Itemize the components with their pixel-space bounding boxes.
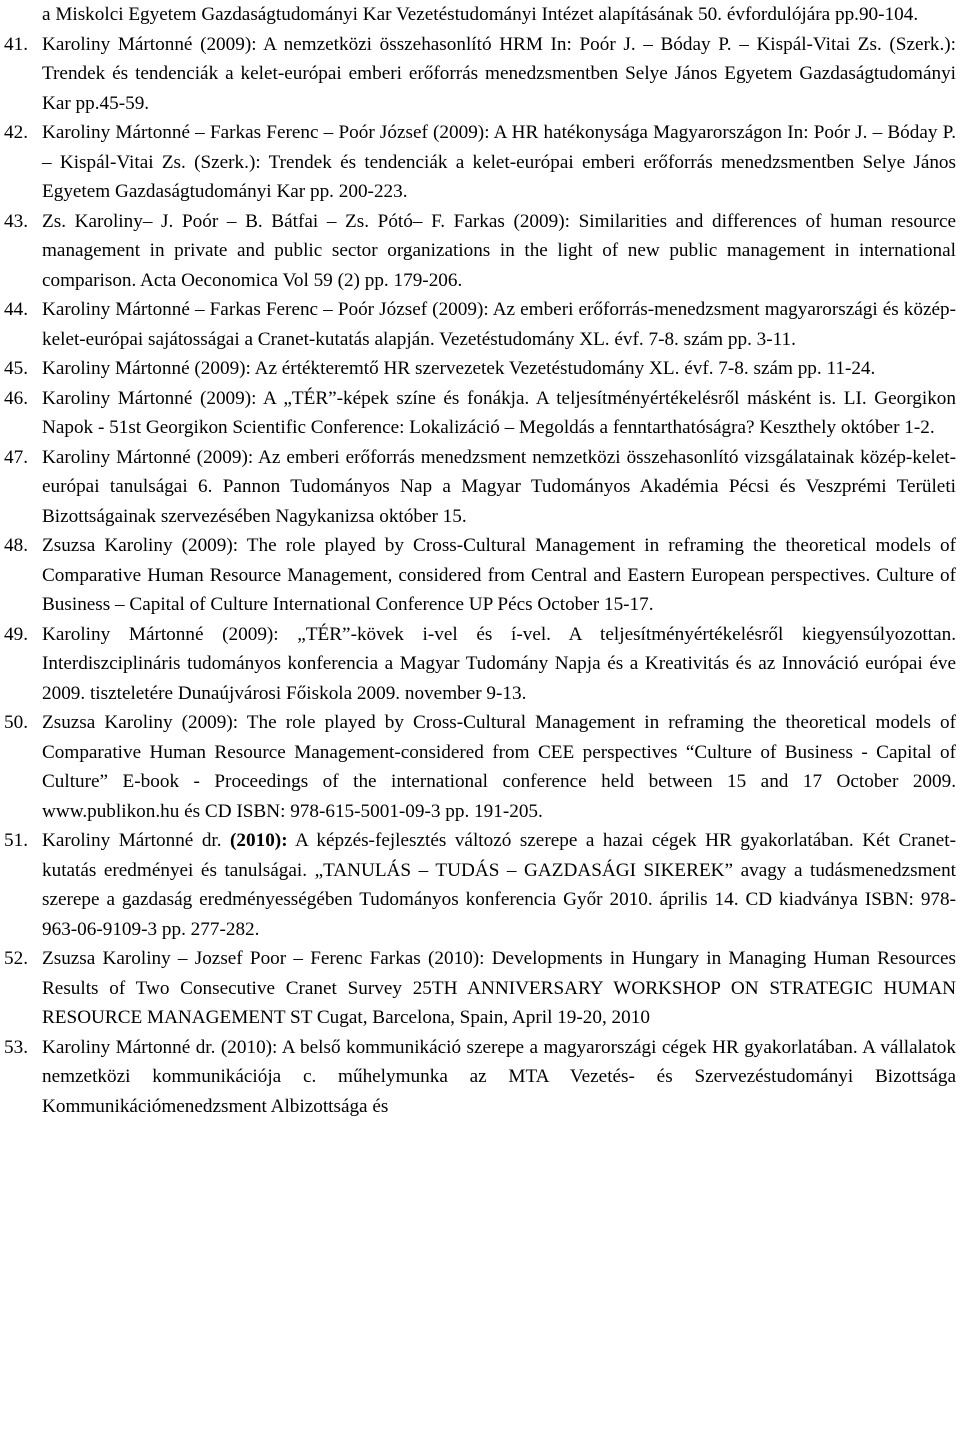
reference-item-42 bbox=[4, 118, 956, 207]
reference-text: Karoliny Mártonné (2009): A „TÉR”-képek színe és fonákja. A teljesítményértékelésről másként is. LI. Georgikon Napok - 51st Georgikon Scientific Conference: Lokalizáció – Megoldás a fenntarthatóságra? Keszthely október 1-2. bbox=[42, 387, 956, 438]
reference-item-45 bbox=[4, 354, 956, 384]
reference-text-part: A képzés-fejlesztés változó szerepe a hazai cégek HR gyakorlatában. Két Cranet-kutatás eredményei és tanulságai. „TANULÁS – TUDÁS – GAZDASÁGI SIKEREK” avagy a tudásmenedzsment szerepe a gazdaság eredményességében Tudományos konferencia Győr 2010. április 14. CD kiadványa ISBN: 978-963-06-9109-3 pp. 277-282. bbox=[42, 830, 956, 940]
reference-number: 41. bbox=[4, 33, 28, 55]
reference-item-44 bbox=[4, 295, 956, 354]
reference-item-53 bbox=[4, 1033, 956, 1122]
reference-number: 49. bbox=[4, 623, 28, 645]
reference-number: 46. bbox=[4, 387, 28, 409]
reference-number: 47. bbox=[4, 446, 28, 468]
reference-text: Zsuzsa Karoliny (2009): The role played by Cross-Cultural Management in reframing the theoretical models of Comparative Human Resource Management-considered from CEE perspectives “Culture of Business - Capital of Culture” E-book - Proceedings of the international conference held between 15 and 17 October 2009. www.publikon.hu és CD ISBN: 978-615-5001-09-3 pp. 191-205. bbox=[42, 712, 956, 822]
reference-text: Zs. Karoliny– J. Poór – B. Bátfai – Zs. Pótó– F. Farkas (2009): Similarities and differences of human resource management in private and public sector organizations in the light of new public management in international comparison. Acta Oeconomica Vol 59 (2) pp. 179-206. bbox=[42, 210, 956, 291]
reference-text: Karoliny Mártonné dr. (2010): A belső kommunikáció szerepe a magyarországi cégek HR gyakorlatában. A vállalatok nemzetközi kommunikációja c. műhelymunka az MTA Vezetés- és Szervezéstudományi Bizottsága Kommunikációmenedzsment Albizottsága és bbox=[42, 1036, 956, 1117]
reference-number: 52. bbox=[4, 948, 28, 969]
reference-text: Zsuzsa Karoliny – Jozsef Poor – Ferenc Farkas (2010): Developments in Hungary in Managing Human Resources Results of Two Consecutive Cranet Survey 25TH ANNIVERSARY WORKSHOP ON STRATEGIC HUMAN RESOURCE MANAGEMENT ST Cugat, Barcelona, Spain, April 19-20, 2010 bbox=[42, 948, 956, 1028]
reference-text: Karoliny Mártonné – Farkas Ferenc – Poór József (2009): A HR hatékonysága Magyarországon In: Poór J. – Bóday P. – Kispál-Vitai Zs. (Szerk.): Trendek és tendenciák a kelet-európai emberi erőforrás menedzsmentben Selye János Egyetem Gazdaságtudományi Kar pp. 200-223. bbox=[42, 122, 956, 202]
reference-item-43 bbox=[4, 207, 956, 296]
reference-text: a Miskolci Egyetem Gazdaságtudományi Kar Vezetéstudományi Intézet alapításának 50. évfordulójára pp.90-104. bbox=[42, 4, 919, 25]
reference-item-46 bbox=[4, 384, 956, 443]
reference-text: Karoliny Mártonné (2009): Az értékteremtő HR szervezetek Vezetéstudomány XL. évf. 7-8. szám pp. 11-24. bbox=[42, 358, 876, 379]
reference-number: 43. bbox=[4, 210, 28, 232]
reference-number: 50. bbox=[4, 712, 28, 733]
reference-item-47 bbox=[4, 443, 956, 532]
reference-text: Karoliny Mártonné (2009): A nemzetközi összehasonlító HRM In: Poór J. – Bóday P. – Kispál-Vitai Zs. (Szerk.): Trendek és tendenciák a kelet-európai emberi erőforrás menedzsmentben Selye János Egyetem Gazdaságtudományi Kar pp.45-59. bbox=[42, 33, 956, 114]
reference-continuation bbox=[4, 0, 956, 30]
reference-number: 42. bbox=[4, 122, 28, 143]
reference-number: 45. bbox=[4, 358, 28, 379]
reference-item-50 bbox=[4, 708, 956, 826]
reference-number: 48. bbox=[4, 535, 28, 556]
reference-text: Zsuzsa Karoliny (2009): The role played by Cross-Cultural Management in reframing the theoretical models of Comparative Human Resource Management, considered from Central and Eastern European perspectives. Culture of Business – Capital of Culture International Conference UP Pécs October 15-17. bbox=[42, 535, 956, 615]
reference-text: Karoliny Mártonné – Farkas Ferenc – Poór József (2009): Az emberi erőforrás-menedzsment magyarországi és közép-kelet-európai sajátosságai a Cranet-kutatás alapján. Vezetéstudomány XL. évf. 7-8. szám pp. 3-11. bbox=[42, 299, 956, 350]
reference-year-bold: (2010): bbox=[230, 830, 288, 851]
reference-text: Karoliny Mártonné (2009): „TÉR”-kövek i-vel és í-vel. A teljesítményértékelésről kiegyensúlyozottan. Interdiszciplináris tudományos konferencia a Magyar Tudomány Napja és a Kreativitás és az Innováció európai éve 2009. tiszteletére Dunaújvárosi Főiskola 2009. november 9-13. bbox=[42, 623, 956, 704]
reference-item-51 bbox=[4, 826, 956, 944]
reference-item-52 bbox=[4, 944, 956, 1033]
reference-list bbox=[4, 0, 956, 1121]
reference-item-48 bbox=[4, 531, 956, 620]
reference-text: Karoliny Mártonné (2009): Az emberi erőforrás menedzsment nemzetközi összehasonlító vizsgálatainak közép-kelet-európai tanulságai 6. Pannon Tudományos Nap a Magyar Tudományos Akadémia Pécsi és Veszprémi Területi Bizottságainak szervezésében Nagykanizsa október 15. bbox=[42, 446, 956, 527]
reference-number: 44. bbox=[4, 299, 28, 320]
reference-item-41 bbox=[4, 30, 956, 119]
reference-number: 51. bbox=[4, 830, 28, 851]
reference-text bbox=[42, 826, 956, 944]
reference-item-49 bbox=[4, 620, 956, 709]
reference-number: 53. bbox=[4, 1036, 28, 1058]
reference-text-part: Karoliny Mártonné dr. bbox=[42, 830, 231, 851]
